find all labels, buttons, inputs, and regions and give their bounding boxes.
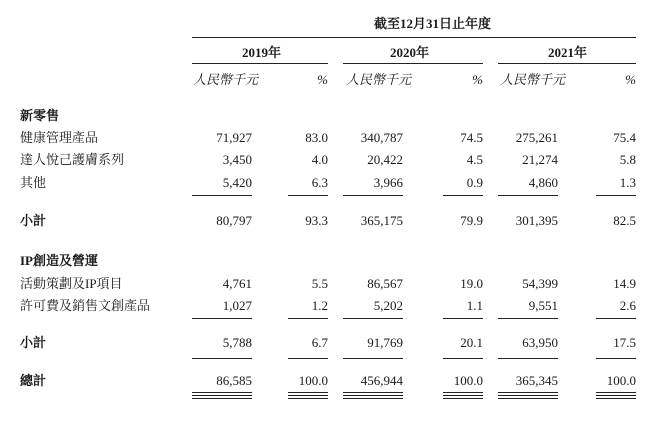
rule xyxy=(498,358,558,359)
period-header: 截至12月31日止年度 xyxy=(374,16,492,31)
cell-value: 1.2 xyxy=(311,298,328,313)
cell-value: 79.9 xyxy=(460,213,483,228)
cell-value: 0.9 xyxy=(466,175,483,190)
row-label: 總計 xyxy=(20,373,47,388)
rule xyxy=(288,358,328,359)
rule xyxy=(596,318,636,319)
rule xyxy=(498,318,558,319)
cell-value: 86,585 xyxy=(216,373,252,388)
rule xyxy=(192,358,252,359)
double-rule xyxy=(343,396,403,399)
double-rule xyxy=(443,396,483,399)
cell-value: 3,966 xyxy=(373,175,403,190)
cell-value: 365,345 xyxy=(515,373,558,388)
section-title: IP創造及營運 xyxy=(20,253,99,268)
cell-value: 20,422 xyxy=(367,152,403,167)
cell-value: 340,787 xyxy=(360,130,403,145)
section-title: 新零售 xyxy=(20,108,60,123)
rule xyxy=(443,318,483,319)
cell-value: 5,420 xyxy=(222,175,252,190)
cell-value: 3,450 xyxy=(222,152,252,167)
row-label: 小計 xyxy=(20,335,47,350)
cell-value: 71,927 xyxy=(216,130,252,145)
cell-value: 5,788 xyxy=(222,335,252,350)
rule xyxy=(192,195,252,196)
cell-value: 80,797 xyxy=(216,213,252,228)
cell-value: 5,202 xyxy=(373,298,403,313)
cell-value: 20.1 xyxy=(460,335,483,350)
rule xyxy=(443,195,483,196)
cell-value: 456,944 xyxy=(360,373,403,388)
cell-value: 6.3 xyxy=(311,175,328,190)
unit-label-2019: 人民幣千元 xyxy=(193,72,259,87)
row-label: 達人悅己護膚系列 xyxy=(20,152,125,167)
year-2020-underline xyxy=(343,63,483,64)
cell-value: 4.0 xyxy=(311,152,328,167)
cell-value: 1,027 xyxy=(222,298,252,313)
rule xyxy=(288,318,328,319)
cell-value: 1.3 xyxy=(619,175,636,190)
year-2020-header: 2020年 xyxy=(390,45,430,60)
cell-value: 14.9 xyxy=(613,276,636,291)
unit-label-2020: 人民幣千元 xyxy=(346,72,412,87)
year-2019-underline xyxy=(192,63,328,64)
cell-value: 100.0 xyxy=(606,373,636,388)
unit-label-2021: 人民幣千元 xyxy=(500,72,566,87)
rule xyxy=(288,195,328,196)
cell-value: 63,950 xyxy=(522,335,558,350)
rule xyxy=(192,318,252,319)
cell-value: 9,551 xyxy=(528,298,558,313)
rule xyxy=(343,358,403,359)
double-rule xyxy=(498,396,558,399)
cell-value: 4,761 xyxy=(222,276,252,291)
row-label: 活動策劃及IP項目 xyxy=(20,276,123,291)
rule xyxy=(498,195,558,196)
rule xyxy=(343,195,403,196)
cell-value: 82.5 xyxy=(613,213,636,228)
cell-value: 301,395 xyxy=(515,213,558,228)
cell-value: 100.0 xyxy=(298,373,328,388)
cell-value: 1.1 xyxy=(466,298,483,313)
double-rule xyxy=(288,396,328,399)
cell-value: 4,860 xyxy=(528,175,558,190)
cell-value: 83.0 xyxy=(305,130,328,145)
cell-value: 5.8 xyxy=(619,152,636,167)
cell-value: 19.0 xyxy=(460,276,483,291)
cell-value: 21,274 xyxy=(522,152,558,167)
cell-value: 2.6 xyxy=(619,298,636,313)
cell-value: 86,567 xyxy=(367,276,403,291)
double-rule xyxy=(596,396,636,399)
year-2021-underline xyxy=(498,63,636,64)
cell-value: 74.5 xyxy=(460,130,483,145)
pct-label-2019: % xyxy=(317,72,328,87)
cell-value: 93.3 xyxy=(305,213,328,228)
row-label: 其他 xyxy=(20,175,47,190)
year-2019-header: 2019年 xyxy=(242,45,282,60)
rule xyxy=(596,358,636,359)
cell-value: 75.4 xyxy=(613,130,636,145)
cell-value: 54,399 xyxy=(522,276,558,291)
rule xyxy=(343,318,403,319)
cell-value: 100.0 xyxy=(453,373,483,388)
cell-value: 5.5 xyxy=(311,276,328,291)
cell-value: 6.7 xyxy=(311,335,328,350)
row-label: 小計 xyxy=(20,213,47,228)
pct-label-2020: % xyxy=(472,72,483,87)
row-label: 健康管理產品 xyxy=(20,130,99,145)
cell-value: 91,769 xyxy=(367,335,403,350)
year-2021-header: 2021年 xyxy=(548,45,588,60)
period-underline xyxy=(192,37,636,38)
cell-value: 17.5 xyxy=(613,335,636,350)
cell-value: 4.5 xyxy=(466,152,483,167)
rule xyxy=(443,358,483,359)
pct-label-2021: % xyxy=(625,72,636,87)
row-label: 許可費及銷售文創產品 xyxy=(20,298,151,313)
cell-value: 275,261 xyxy=(515,130,558,145)
cell-value: 365,175 xyxy=(360,213,403,228)
double-rule xyxy=(192,396,252,399)
rule xyxy=(596,195,636,196)
